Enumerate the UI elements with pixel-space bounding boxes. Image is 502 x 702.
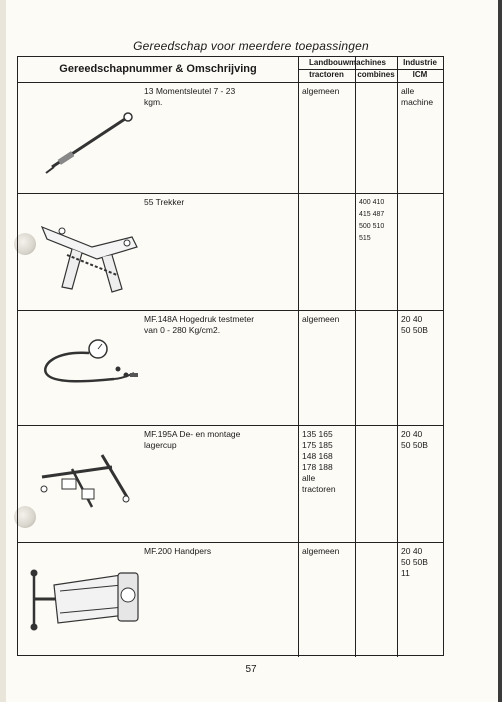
bearing-cup-tool-illustration xyxy=(32,447,142,527)
row-3-icm: 20 40 50 50B xyxy=(401,314,428,335)
row-5-icm: 20 40 50 50B 11 xyxy=(401,546,428,578)
row-1-description: 13 Momentsleutel 7 - 23 kgm. xyxy=(144,86,236,107)
pressure-gauge-illustration xyxy=(34,329,144,399)
row-divider xyxy=(18,310,443,311)
puller-illustration xyxy=(32,207,142,297)
hand-press-illustration xyxy=(26,565,144,645)
row-4-icm: 20 40 50 50B xyxy=(401,429,428,450)
row-2-description: 55 Trekker xyxy=(144,197,185,207)
row-5-description: MF.200 Handpers xyxy=(144,546,212,556)
row-divider xyxy=(18,542,443,543)
row-divider xyxy=(18,193,443,194)
row-1-icm: alle machine xyxy=(401,86,434,107)
row-3-description: MF.148A Hogedruk testmeter van 0 - 280 Kg/cm2. xyxy=(144,314,255,335)
header-bottom-line xyxy=(18,82,443,83)
column-divider xyxy=(397,57,398,657)
row-4-tractoren: 135 165 175 185 148 168 178 188 alle tractoren xyxy=(302,429,336,494)
row-divider xyxy=(18,425,443,426)
row-1-tractoren: algemeen xyxy=(302,86,340,96)
page-number: 57 xyxy=(245,664,257,675)
page-title: Gereedschap voor meerdere toepassingen xyxy=(133,39,369,53)
row-4-description: MF.195A De- en montage lagercup xyxy=(144,429,241,450)
row-5-tractoren: algemeen xyxy=(302,546,340,556)
page-edge xyxy=(498,0,502,702)
landbouw-group-header: Landbouwmachines xyxy=(309,58,386,67)
row-2-combines: 400 410 415 487 500 510 515 xyxy=(359,199,385,242)
tools-table xyxy=(17,56,444,656)
combines-column-header: combines xyxy=(357,70,395,79)
tractoren-column-header: tractoren xyxy=(309,70,344,79)
row-3-tractoren: algemeen xyxy=(302,314,340,324)
column-divider xyxy=(355,57,356,657)
torque-wrench-illustration xyxy=(38,107,138,177)
industrie-group-header: Industrie xyxy=(403,58,437,67)
description-column-header: Gereedschapnummer & Omschrijving xyxy=(59,63,257,75)
binder-margin xyxy=(0,0,6,702)
icm-column-header: ICM xyxy=(412,70,428,79)
column-divider xyxy=(298,57,299,657)
